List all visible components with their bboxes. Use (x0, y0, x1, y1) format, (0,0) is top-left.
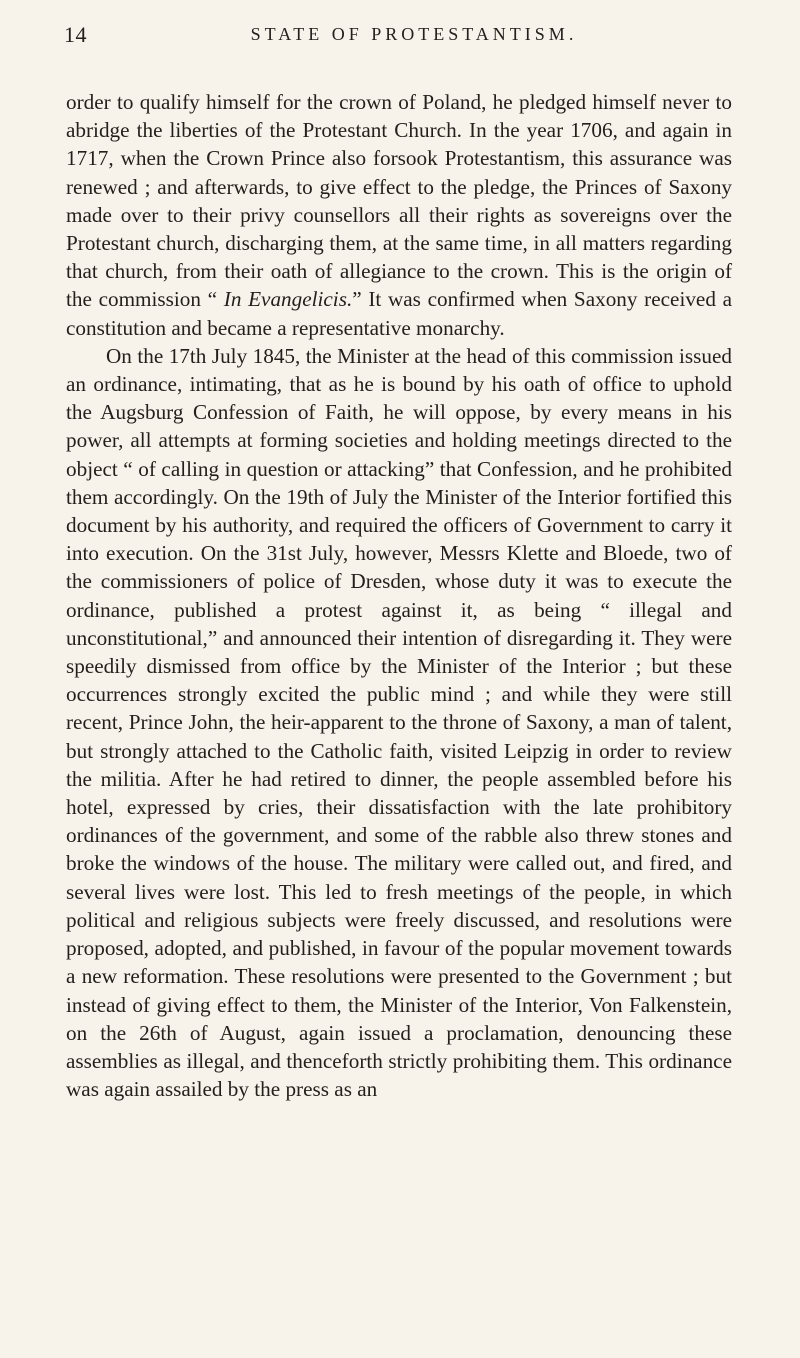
paragraph-1-emphasis: In Evangelicis. (223, 287, 353, 312)
running-title: STATE OF PROTESTANTISM. (250, 24, 578, 44)
running-head (64, 22, 764, 52)
paragraph-1 (66, 88, 732, 342)
body-text (66, 88, 732, 1103)
page-number: 14 (64, 22, 87, 47)
paragraph-1-text-before: order to qualify himself for the crown of Poland, he pledged himself never to abridge the liberties of the Protestant Church. In the year 1706, and again in 1717, when the Crown Prince also forsook Protestantism, this assurance was renewed ; and afterwards, to give effect to the pledge, the Princes of Saxony made over to their privy counsellors all their rights as sovereigns over the Protestant church, discharging them, at the same time, in all matters regarding that church, from their oath of allegiance to the crown. This is the origin of the commission “ (66, 90, 732, 312)
paragraph-2: On the 17th July 1845, the Minister at the head of this commission issued an ordinance, intimating, that as he is bound by his oath of office to uphold the Augsburg Confession of Faith, he will oppose, by every means in his power, all attempts at forming societies and holding meetings directed to the object “ of calling in question or attacking” that Confession, and he prohibited them accordingly. On the 19th of July the Minister of the Interior fortified this document by his authority, and required the officers of Government to carry it into execution. On the 31st July, however, Messrs Klette and Bloede, two of the commissioners of police of Dresden, whose duty it was to execute the ordinance, published a protest against it, as being “ illegal and unconstitutional,” and announced their intention of disregarding it. They were speedily dismissed from office by the Minister of the Interior ; but these occurrences strongly excited the public mind ; and while they were still recent, Prince John, the heir-apparent to the throne of Saxony, a man of talent, but strongly attached to the Catholic faith, visited Leipzig in order to review the militia. After he had retired to dinner, the people assembled before his hotel, expressed by cries, their dissatisfaction with the late prohibitory ordinances of the government, and some of the rabble also threw stones and broke the windows of the house. The military were called out, and fired, and several lives were lost. This led to fresh meetings of the people, in which political and religious subjects were freely discussed, and resolutions were proposed, adopted, and published, in favour of the popular movement towards a new reformation. These resolutions were presented to the Government ; but instead of giving effect to them, the Minister of the Interior, Von Falkenstein, on the 26th of August, again issued a proclamation, denouncing these assemblies as illegal, and thenceforth strictly prohibiting them. This ordinance was again assailed by the press as an (66, 343, 732, 1102)
paragraph-1-text-after: ” It was confirmed when Saxony received a constitution and became a representative monarchy. (66, 287, 733, 340)
